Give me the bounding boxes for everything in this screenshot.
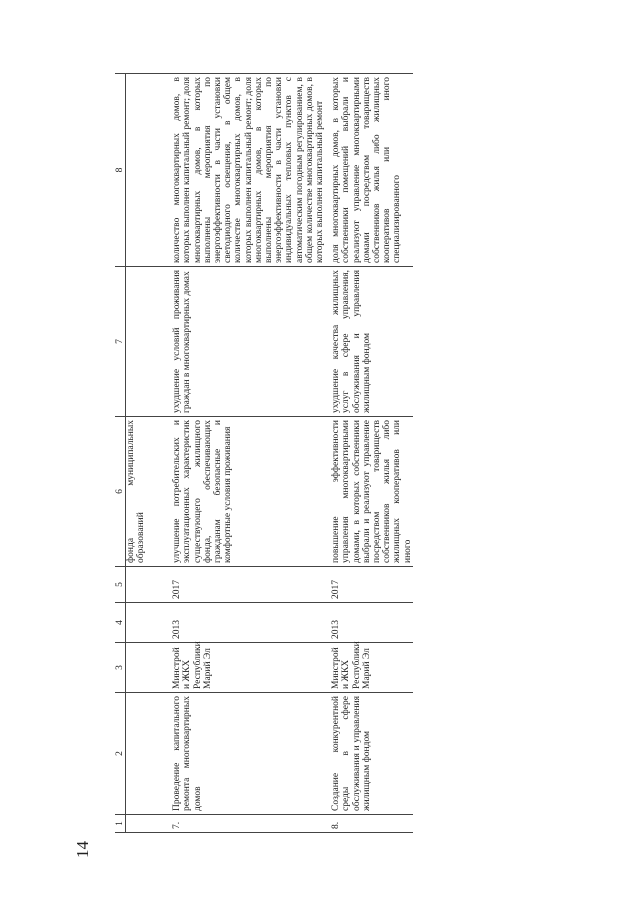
measures-table (115, 73, 413, 833)
executor-cell: Минстрой и ЖКХ Республики Марий Эл (166, 643, 325, 693)
end-year-cell: 2017 (166, 567, 325, 603)
header-cell: 4 (115, 603, 126, 643)
header-cell: 7 (115, 267, 126, 417)
header-row (115, 74, 126, 833)
header-cell: 5 (115, 567, 126, 603)
start-year-cell: 2013 (166, 603, 325, 643)
row-number: 8. (325, 815, 413, 833)
start-year-cell: 2013 (325, 603, 413, 643)
measure-cell: Проведение капитального ремонта многоквартирных домов (166, 693, 325, 815)
rotated-table-block (115, 73, 515, 833)
indicators-cell: количество многоквартирных домов, в которых выполнен капитальный ремонт; доля многоквартирных домов, в которых выполнены мероприятия по энергоэффективности в части установки светодиодного освещения, в общем количестве многоквартирных домов, в которых выполнен капитальный ремонт; доля многоквартирных домов, в которых выполнены мероприятия по энергоэффективности в части установки индивидуальных тепловых пунктов с автоматическим погодным регулированием, в общем количестве многоквартирных домов, в которых выполнен капитальный ремонт (166, 74, 325, 267)
table-row (325, 74, 413, 833)
header-cell: 8 (115, 74, 126, 267)
table-row (166, 74, 325, 833)
header-cell: 2 (115, 693, 126, 815)
end-year-cell: 2017 (325, 567, 413, 603)
consequence-cell: ухудшение качества жилищных услуг в сфере управления, обслуживания и управления жилищным фондом (325, 267, 413, 417)
carryover-text: фонда муниципальных образований (126, 417, 167, 567)
result-cell: повышение эффективности управления многоквартирными домами, в которых собственники выбрали и реализуют управление посредством товариществ собственников жилья либо жилищных кооперативов или иного (325, 417, 413, 567)
consequence-cell: ухудшение условий проживания граждан в многоквартирных домах (166, 267, 325, 417)
header-cell: 6 (115, 417, 126, 567)
header-cell: 3 (115, 643, 126, 693)
header-cell: 1 (115, 815, 126, 833)
page-number: 14 (73, 841, 92, 858)
executor-cell: Минстрой и ЖКХ Республики Марий Эл (325, 643, 413, 693)
indicators-cell: доля многоквартирных домов, в которых собственники помещений выбрали и реализуют управление многоквартирными домами посредством товариществ собственников жилья либо жилищных кооперативов или иного специализированного (325, 74, 413, 267)
row-number: 7. (166, 815, 325, 833)
measure-cell: Создание конкурентной среды в сфере обслуживания и управления жилищным фондом (325, 693, 413, 815)
carryover-row (126, 74, 167, 833)
result-cell: улучшение потребительских и эксплуатационных характеристик существующего жилищного фонда, обеспечивающих гражданам безопасные и комфортные условия проживания (166, 417, 325, 567)
